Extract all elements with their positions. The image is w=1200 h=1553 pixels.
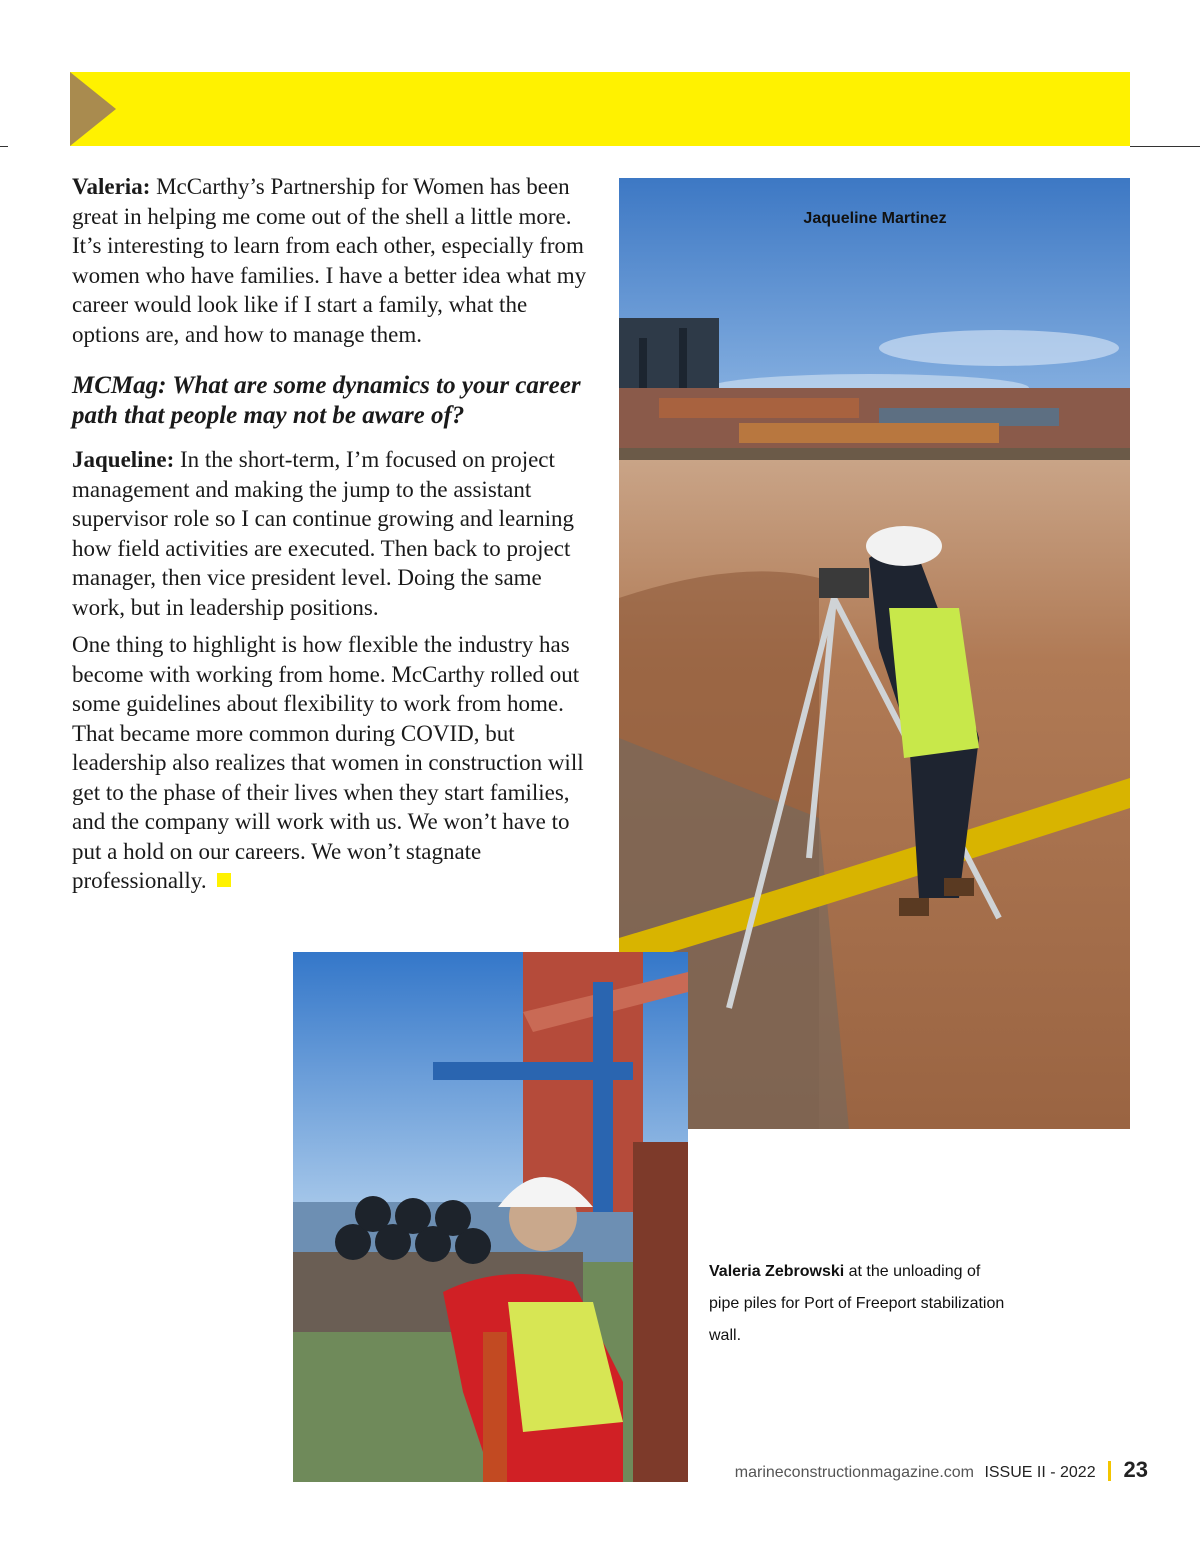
caption-text: at the unloading of pipe piles for Port of Freeport stabilization wall. (709, 1263, 1005, 1344)
paragraph-valeria-text: McCarthy’s Partnership for Women has been great in helping me come out of the shell a little more. It’s interesting to learn from each other, especially from women who have families. I have a better idea what my career would look like if I start a family, what the options are, and how to manage them. (72, 174, 587, 347)
paragraph-jaqueline-text: In the short-term, I’m focused on project management and making the jump to the assistant supervisor role so I can continue growing and learning how field activities are executed. Then back to project manager, then vice president level. Doing the same work, but in leadership positions. (72, 447, 575, 620)
photo-jaqueline-surveying (619, 178, 1130, 1129)
footer-issue: ISSUE II - 2022 (984, 1464, 1096, 1481)
margin-tick (0, 146, 8, 147)
paragraph-flexibility-text: One thing to highlight is how flexible the industry has become with working from home. McCarthy rolled out some guidelines about flexibility to work from home. That became more common during COVID, but leadership also realizes that women in construction will get to the phase of their lives when they start families, and the company will work with us. We won’t have to put a hold on our careers. We won’t stagnate professionally. (72, 632, 584, 893)
photo-valeria-unloading (293, 952, 688, 1482)
page-footer (735, 1457, 1148, 1483)
paragraph-valeria (72, 172, 592, 349)
paragraph-jaqueline (72, 445, 592, 622)
caption-name: Valeria Zebrowski (709, 1263, 845, 1280)
interview-question: MCMag: What are some dynamics to your career path that people may not be aware of? (72, 372, 581, 429)
footer-separator (1108, 1461, 1111, 1481)
banner-arrow-icon (70, 72, 116, 146)
paragraph-flexibility (72, 630, 592, 896)
banner-rule (1130, 146, 1200, 147)
footer-site: marineconstructionmagazine.com (734, 1464, 974, 1481)
article-column (72, 172, 592, 904)
photo-caption-jaqueline: Jaqueline Martinez (803, 210, 947, 227)
page-number: 23 (1123, 1457, 1148, 1482)
photo-caption-valeria (709, 1256, 1009, 1352)
end-mark-icon (217, 873, 231, 887)
speaker-valeria: Valeria: (72, 174, 151, 199)
section-banner (70, 72, 1130, 146)
speaker-jaqueline: Jaqueline: (72, 447, 175, 472)
